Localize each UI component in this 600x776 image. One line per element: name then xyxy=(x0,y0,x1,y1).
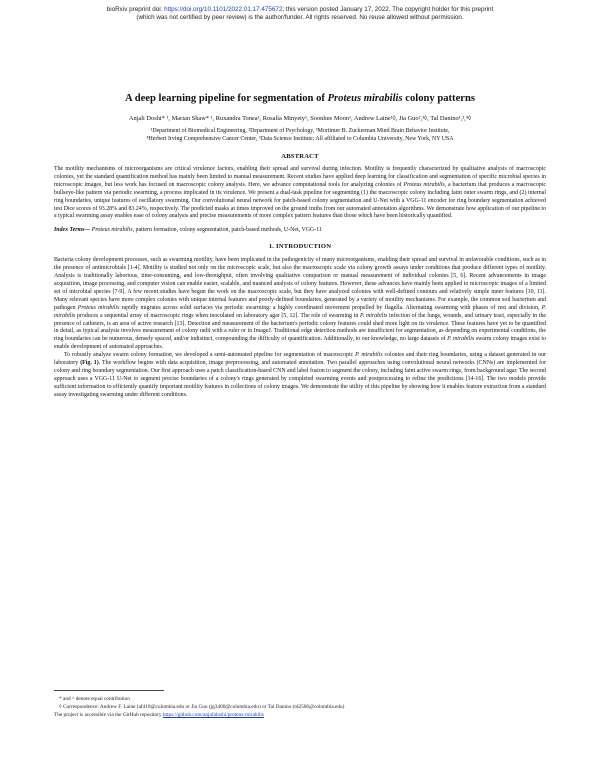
footnote-divider xyxy=(54,690,164,691)
abstract-species: Proteus mirabilis xyxy=(403,181,445,188)
notice-line-1 xyxy=(0,6,600,14)
doi-link[interactable]: https://doi.org/10.1101/2022.01.17.475672 xyxy=(164,6,283,13)
affiliations xyxy=(54,127,546,143)
biorxiv-notice xyxy=(0,6,600,22)
intro-p1-text-e: swarm colony images exist to enable development of automated approaches. xyxy=(54,336,546,351)
footnote-repository xyxy=(54,711,546,719)
intro-p1-species-4: P. mirabilis xyxy=(447,336,475,343)
footnote-equal-contribution: * and ^ denote equal contribution xyxy=(59,696,130,702)
affiliation-line-1: ¹Department of Biomedical Engineering, ²Department of Psychology, ³Mortimer B. Zuckerman Mind Brain Behavior Institute, xyxy=(150,128,450,134)
index-terms xyxy=(54,227,546,235)
figure-reference: (Fig. 1) xyxy=(80,360,99,367)
notice-line-2: (which was not certified by peer review) is the author/funder. All rights reserved. No reuse allowed without permission. xyxy=(136,14,464,21)
repository-label: The project is accessible via the GitHub repository xyxy=(54,712,163,718)
intro-p1-text-b: rapidly migrates across solid surfaces via periodic swarming: a highly coordinated movement propelled by flagella. Alternating swarming with phases of rest and division, xyxy=(119,304,542,311)
title-suffix: colony patterns xyxy=(402,93,475,104)
paper-body xyxy=(54,92,546,400)
title-prefix: A deep learning pipeline for segmentation of xyxy=(124,93,328,104)
intro-p2-text-b: colonies and their ring boundaries, using a dataset generated in our laboratory xyxy=(54,352,546,367)
abstract-heading: ABSTRACT xyxy=(281,153,319,160)
introduction-heading: 1. INTRODUCTION xyxy=(268,243,332,251)
intro-paragraph-2 xyxy=(54,352,546,399)
paper-title xyxy=(54,92,546,105)
index-terms-species: Proteus mirabilis xyxy=(90,227,133,234)
intro-p1-text-c: produces a sequential array of macroscopic rings when inoculated on laboratory agar [5, 12]. The role of swarming in xyxy=(75,312,360,319)
title-species: Proteus mirabilis xyxy=(327,93,403,104)
affiliation-line-2: ⁴Herbert Irving Comprehensive Cancer Center, ⁵Data Science Institute; All affiliated to Columbia University, New York, NY USA xyxy=(146,136,454,142)
intro-p2-species: P. mirabilis xyxy=(355,352,383,359)
author-list: Anjali Doshi* ¹, Marian Shaw* ¹, Ruxandra Tonea¹, Rosalía Minyety¹, Soonhee Moon¹, Andrew Laine¹◊, Jia Guo²,³◊, Tal Danino¹,³,⁴◊ xyxy=(128,115,472,122)
notice-suffix: ; this version posted January 17, 2022. The copyright holder for this preprint xyxy=(282,6,494,13)
github-repo-link[interactable]: https://github.com/anjalidoshi/proteus-mirabilis xyxy=(162,712,264,718)
intro-p1-species-3: P. mirabilis xyxy=(360,312,388,319)
intro-p2-text-a: To robustly analyze swarm colony formation, we developed a semi-automated pipeline for segmentation of macroscopic xyxy=(64,352,356,359)
footnote-correspondence: ◊ Correspondence: Andrew F. Laine (af418@columbia.edu or Jia Guo (jg3400@columbia.edu) or Tal Danino (td2506@columbia.edu) xyxy=(59,704,345,710)
notice-prefix: bioRxiv preprint doi: xyxy=(106,6,165,13)
intro-p1-species-2: P. mirabilis xyxy=(54,304,546,319)
index-terms-list: , pattern formation, colony segmentation, patch-based methods, U-Net, VGG-11 xyxy=(132,227,322,234)
intro-p1-text-a: Bacteria colony development processes, such as swarming motility, have been implicated in the pathogenicity of many microorganisms, enabling their spread and survival in unfavorable conditions, such as in the presence of antimicrobials [1-4]. Motility is studied not only on the microscopic scale, but also the macroscopic scale via colony growth assays under conditions that produce different types of motility. Analysis is traditionally laborious, time-consuming, and low-throughput, often involving qualitative comparison or manual measurement of individual colonies [5, 6]. Recent advancements in image acquisition, image processing, and computer vision can enable easier, scalable, and nuanced analysis of colony features. However, these advances have mainly been applied to microscopic images of a limited set of microbial species [7-9]. A few recent studies have begun the work on the macroscopic scale, but they have analyzed colonies with well-defined contours and relatively simple inner features [10, 11]. Many relevant species have more complex colonies with unique internal features and poorly-defined boundaries, generated by a variety of motility mechanisms. For example, the common soil bacterium and pathogen xyxy=(54,257,546,311)
abstract-part-2: , a bacterium that produces a macroscopic bullseye-like pattern via periodic swarming, a process implicated in its virulence. We present a dual-task pipeline for segmenting (1) the macroscopic colony including faint outer swarm rings, and (2) internal ring boundaries, unique features of oscillatory swarming. Our convolutional neural network for patch-based colony segmentation and U-Net with a VGG-11 encoder for ring boundary segmentation achieved test Dice scores of 93.28% and 83.24%, respectively. The predicted masks at times improved on the ground truths from our automated annotation algorithms. We demonstrate how application of our pipeline to a typical swarming assay enables ease of colony analysis and precise measurements of more complex pattern features than those which have been historically quantified. xyxy=(54,181,546,220)
intro-p2-text-c: . The workflow begins with data acquisition, image preprocessing, and automated annotation. Two parallel approaches using convolutional neural networks (CNNs) are implemented for colony and ring boundary segmentation. Our first approach uses a patch classification-based CNN and label fusion to segment the colony, including faint active swarm rings, from background agar. The second approach uses a VGG-11 U-Net to segment precise boundaries of a colony's rings generated by completed swarming events and postprocessing to refine the predictions [14-16]. The two models provide sufficient information to efficiently quantify important motility features in collections of colony images. We demonstrate the utility of this pipeline by showing how it enables feature extraction from a standard assay investigating swarming under different conditions. xyxy=(54,360,546,398)
abstract-part-1: The motility mechanisms of microorganisms are critical virulence factors, enabling their spread and survival during infection. Motility is frequently characterized by qualitative analysis of macroscopic colonies, yet the standard quantification method has mainly been limited to manual measurement. Recent studies have applied deep learning for classification and segmentation of specific microbial species in microscopic images, but less work has focused on macroscopic colony analysis. Here, we advance computational tools for analyzing colonies of xyxy=(54,166,546,188)
index-terms-label: Index Terms— xyxy=(54,227,91,234)
footnotes xyxy=(54,690,546,719)
intro-p1-text-d: infection of the lungs, wounds, and urinary tract, especially in the presence of catheters, is an area of active research [13]. Detection and measurement of the bacterium's periodic colony features could shed more light on its virulence. These features have yet to be quantified in detail, as typical analysis involves measurement of colony radii with a ruler or in ImageJ. Traditional edge detection methods are insufficient for segmentation, as depending on experimental conditions, the ring boundaries can be numerous, densely spaced, and/or indistinct, compounding the difficulty of quantification. Additionally, to our knowledge, no large datasets of xyxy=(54,312,547,343)
intro-p1-species-1: Proteus mirabilis xyxy=(77,304,120,311)
intro-paragraph-1 xyxy=(54,257,546,352)
abstract-text xyxy=(54,166,546,221)
